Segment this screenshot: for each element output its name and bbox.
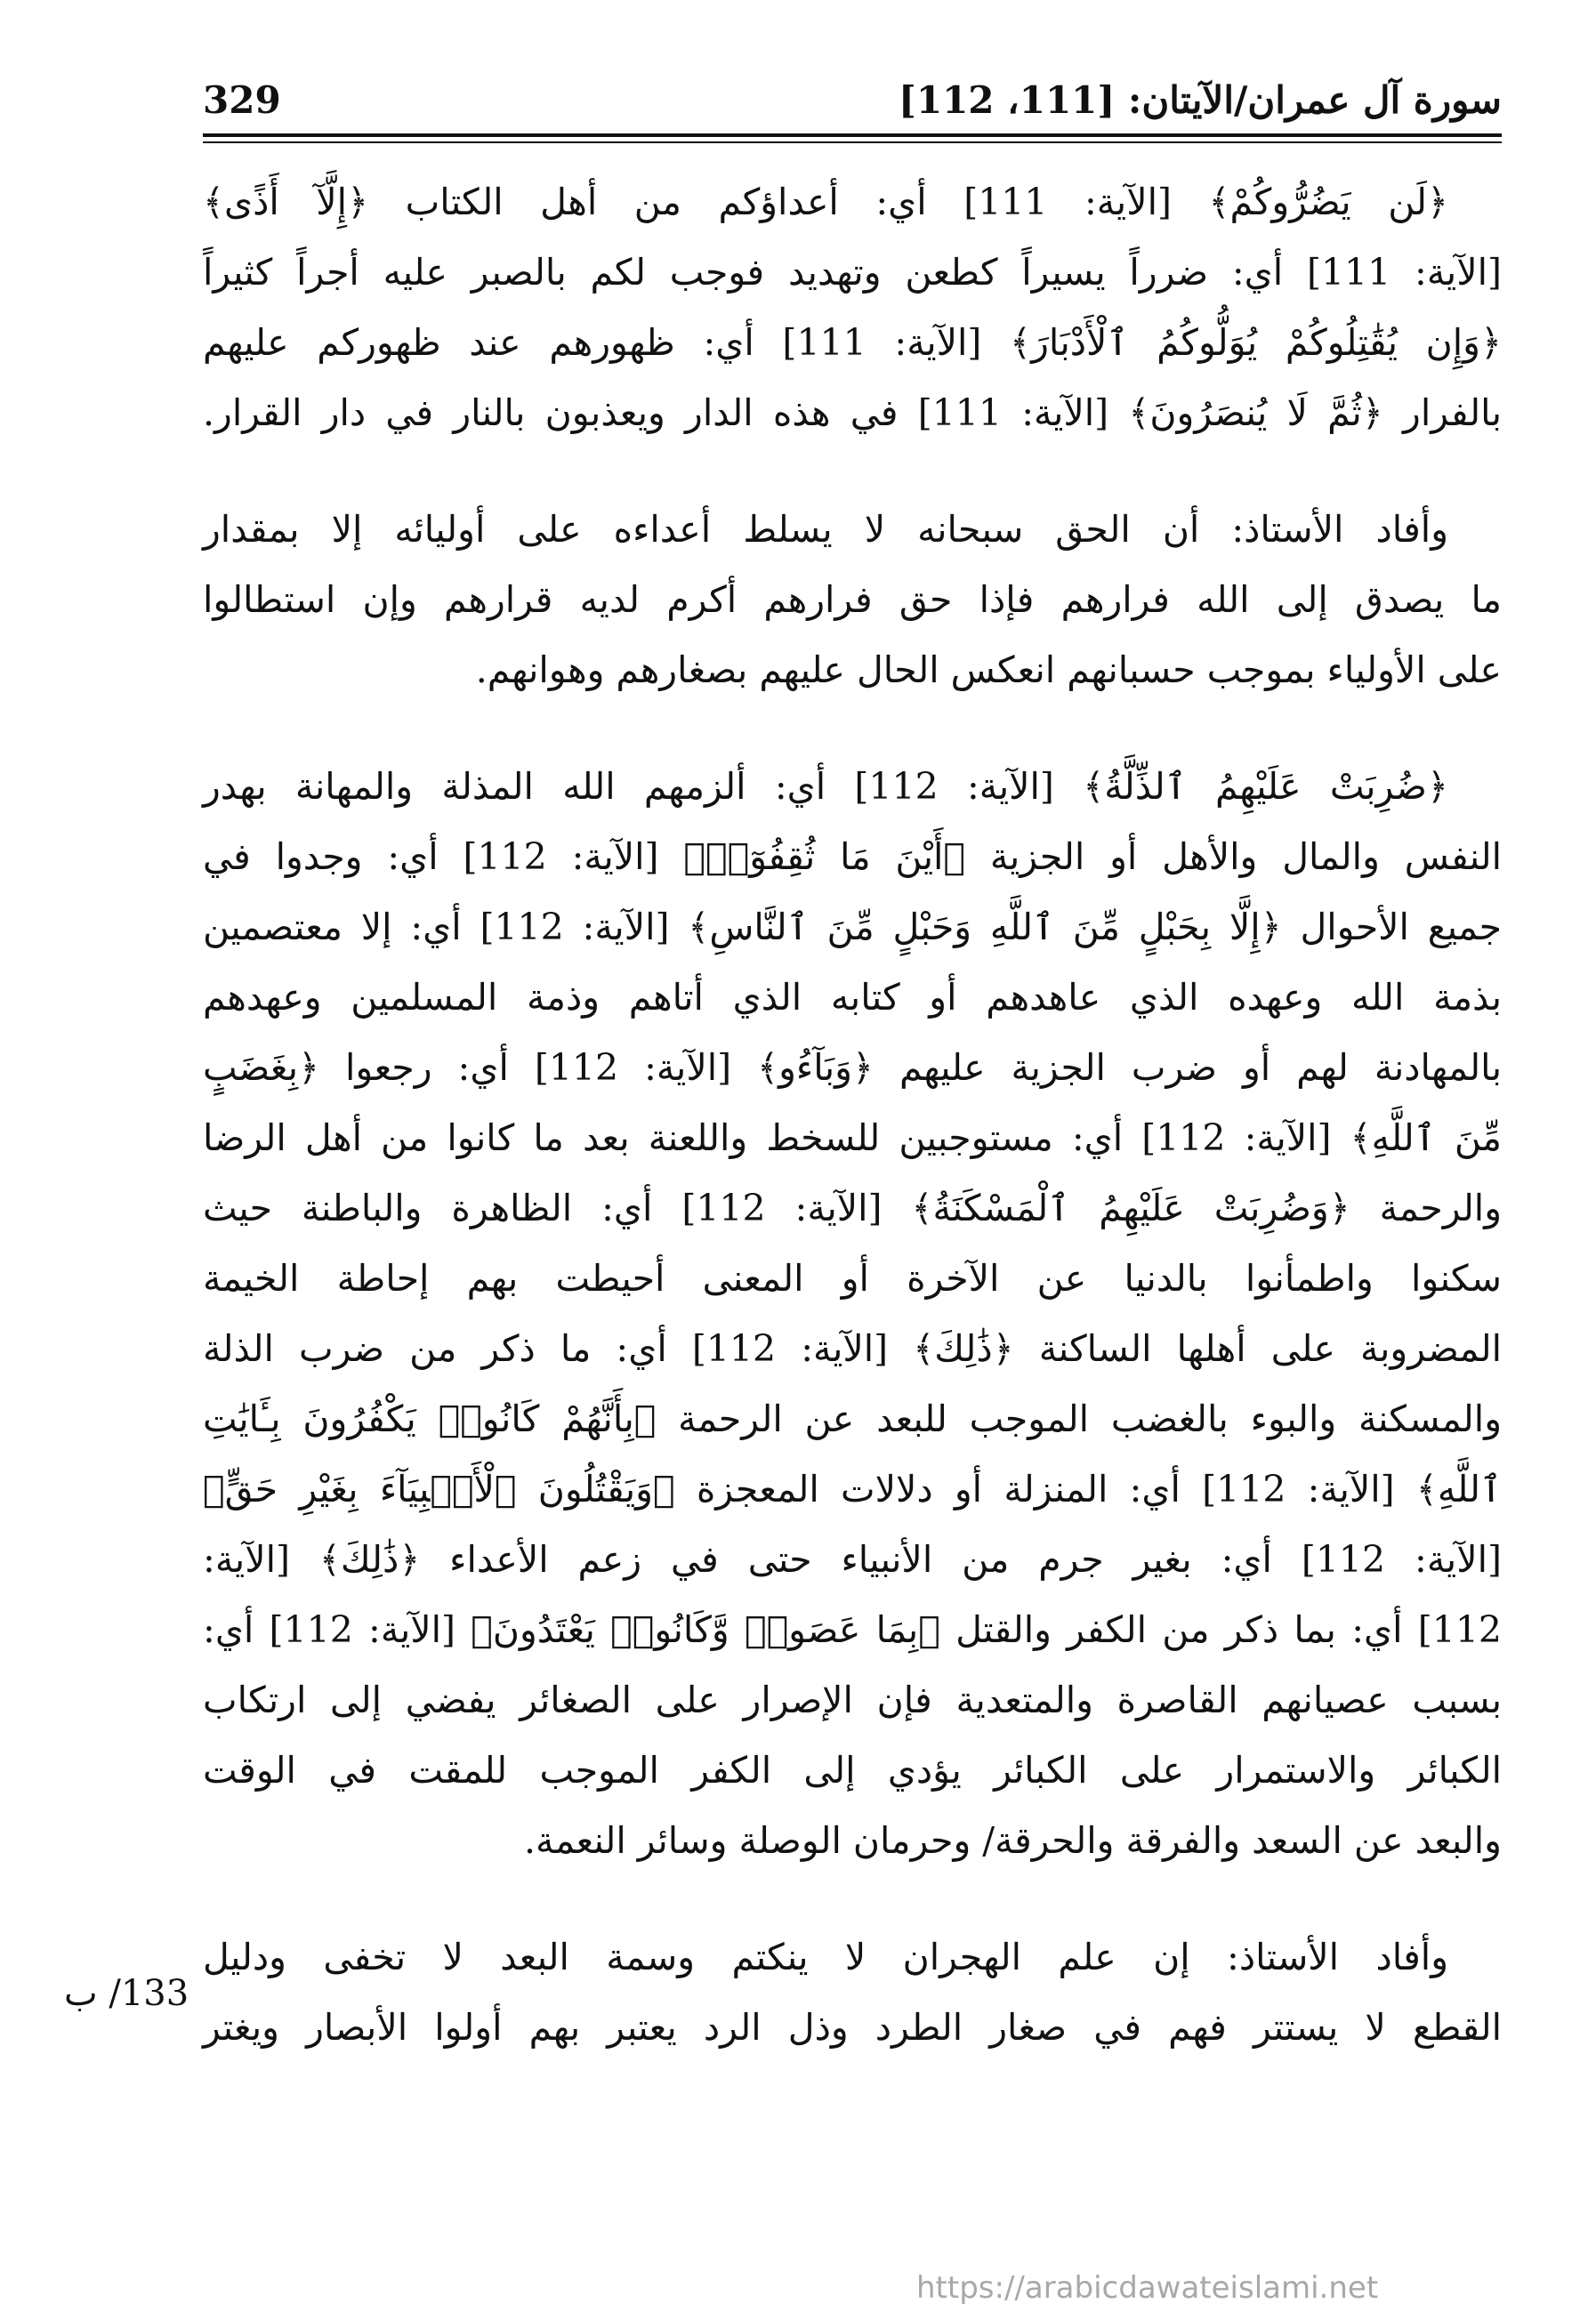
text-line: ﴿لَن يَضُرُّوكُمْ﴾ [الآية: 111] أي: أعداؤكم من أهل الكتاب ﴿إِلَّآ أَذًى﴾ — [203, 181, 1448, 223]
text-line: بذمة الله وعهده الذي عاهدهم أو كتابه الذي أتاهم وذمة المسلمين وعهدهم — [203, 976, 1502, 1019]
page-number: 329 — [203, 78, 281, 122]
text-line: بسبب عصيانهم القاصرة والمتعدية فإن الإصرار على الصغائر يفضي إلى ارتكاب — [203, 1679, 1502, 1721]
paragraph-4 — [203, 1922, 1502, 2063]
paragraph-gap — [203, 1876, 1502, 1922]
text-line: ﴿وَإِن يُقَٰتِلُوكُمْ يُوَلُّوكُمُ ٱلْأَدْبَارَ﴾ [الآية: 111] أي: ظهورهم عند ظهوركم عليهم — [203, 321, 1502, 364]
text-line: ما يصدق إلى الله فرارهم فإذا حق فرارهم أكرم لديه قرارهم وإن استطالوا — [203, 578, 1502, 621]
text-line: ٱللَّهِ﴾ [الآية: 112] أي: المنزلة أو دلالات المعجزة ﴿وَيَقْتُلُونَ ٱلْأَنۢبِيَآءَ بِغَيْرِ حَقٍّ﴾ — [203, 1468, 1502, 1510]
text-line: ﴿ضُرِبَتْ عَلَيْهِمُ ٱلذِّلَّةُ﴾ [الآية: 112] أي: ألزمهم الله المذلة والمهانة بهدر — [203, 765, 1448, 808]
text-line: والرحمة ﴿وَضُرِبَتْ عَلَيْهِمُ ٱلْمَسْكَنَةُ﴾ [الآية: 112] أي: الظاهرة والباطنة حيث — [203, 1187, 1503, 1229]
watermark-url: https://arabicdawateislami.net — [916, 2270, 1379, 2306]
text-line: جميع الأحوال ﴿إِلَّا بِحَبْلٍ مِّنَ ٱللَّهِ وَحَبْلٍ مِّنَ ٱلنَّاسِ﴾ [الآية: 112] أي: إلا معتصمين — [203, 906, 1502, 948]
text-line: سكنوا واطمأنوا بالدنيا عن الآخرة أو المعنى أحيطت بهم إحاطة الخيمة — [203, 1257, 1502, 1300]
text-line: على الأولياء بموجب حسبانهم انعكس الحال عليهم بصغارهم وهوانهم. — [475, 648, 1502, 691]
text-line: 112] أي: بما ذكر من الكفر والقتل ﴿بِمَا عَصَوا۟ وَّكَانُوا۟ يَعْتَدُونَ﴾ [الآية: 112] أي: — [203, 1608, 1502, 1651]
manuscript-folio-note: 133/ ب — [64, 1973, 189, 2014]
paragraph-2 — [203, 495, 1502, 705]
paragraph-1 — [203, 167, 1502, 448]
text-line: والمسكنة والبوء بالغضب الموجب للبعد عن الرحمة ﴿بِأَنَّهُمْ كَانُوا۟ يَكْفُرُونَ بِـَٔايَٰتِ — [203, 1398, 1502, 1440]
text-line: بالمهادنة لهم أو ضرب الجزية عليهم ﴿وَبَآءُو﴾ [الآية: 112] أي: رجعوا ﴿بِغَضَبٍ — [203, 1046, 1502, 1089]
text-line: القطع لا يستتر فهم في صغار الطرد وذل الرد يعتبر بهم أولوا الأبصار ويغتر — [203, 2006, 1502, 2049]
paragraph-gap — [203, 448, 1502, 495]
text-line: مِّنَ ٱللَّهِ﴾ [الآية: 112] أي: مستوجبين للسخط واللعنة بعد ما كانوا من أهل الرضا — [203, 1116, 1502, 1159]
running-header — [203, 78, 1502, 132]
text-line: النفس والمال والأهل أو الجزية ﴿أَيْنَ مَا ثُقِفُوٓا۟﴾ [الآية: 112] أي: وجدوا في — [203, 835, 1502, 878]
body-text — [203, 167, 1502, 2063]
text-line: [الآية: 112] أي: بغير جرم من الأنبياء حتى في زعم الأعداء ﴿ذَٰلِكَ﴾ [الآية: — [203, 1538, 1502, 1581]
text-line: وأفاد الأستاذ: إن علم الهجران لا ينكتم وسمة البعد لا تخفى ودليل — [203, 1936, 1448, 1978]
header-rule-thick — [203, 133, 1502, 137]
paragraph-gap — [203, 705, 1502, 752]
header-title: سورة آل عمران/الآيتان: [111، 112] — [898, 78, 1502, 122]
text-line: والبعد عن السعد والفرقة والحرقة/ وحرمان الوصلة وسائر النعمة. — [523, 1819, 1502, 1862]
text-line: [الآية: 111] أي: ضرراً يسيراً كطعن وتهديد فوجب لكم بالصبر عليه أجراً كثيراً — [203, 251, 1502, 294]
text-line: وأفاد الأستاذ: أن الحق سبحانه لا يسلط أعداءه على أوليائه إلا بمقدار — [203, 508, 1448, 551]
paragraph-3 — [203, 752, 1502, 1876]
text-line: المضروبة على أهلها الساكنة ﴿ذَٰلِكَ﴾ [الآية: 112] أي: ما ذكر من ضرب الذلة — [203, 1327, 1502, 1370]
text-line: بالفرار ﴿ثُمَّ لَا يُنصَرُونَ﴾ [الآية: 111] في هذه الدار ويعذبون بالنار في دار القرار. — [203, 391, 1502, 434]
text-line: الكبائر والاستمرار على الكبائر يؤدي إلى الكفر الموجب للمقت في الوقت — [203, 1749, 1502, 1792]
header-rule-thin — [203, 141, 1502, 143]
